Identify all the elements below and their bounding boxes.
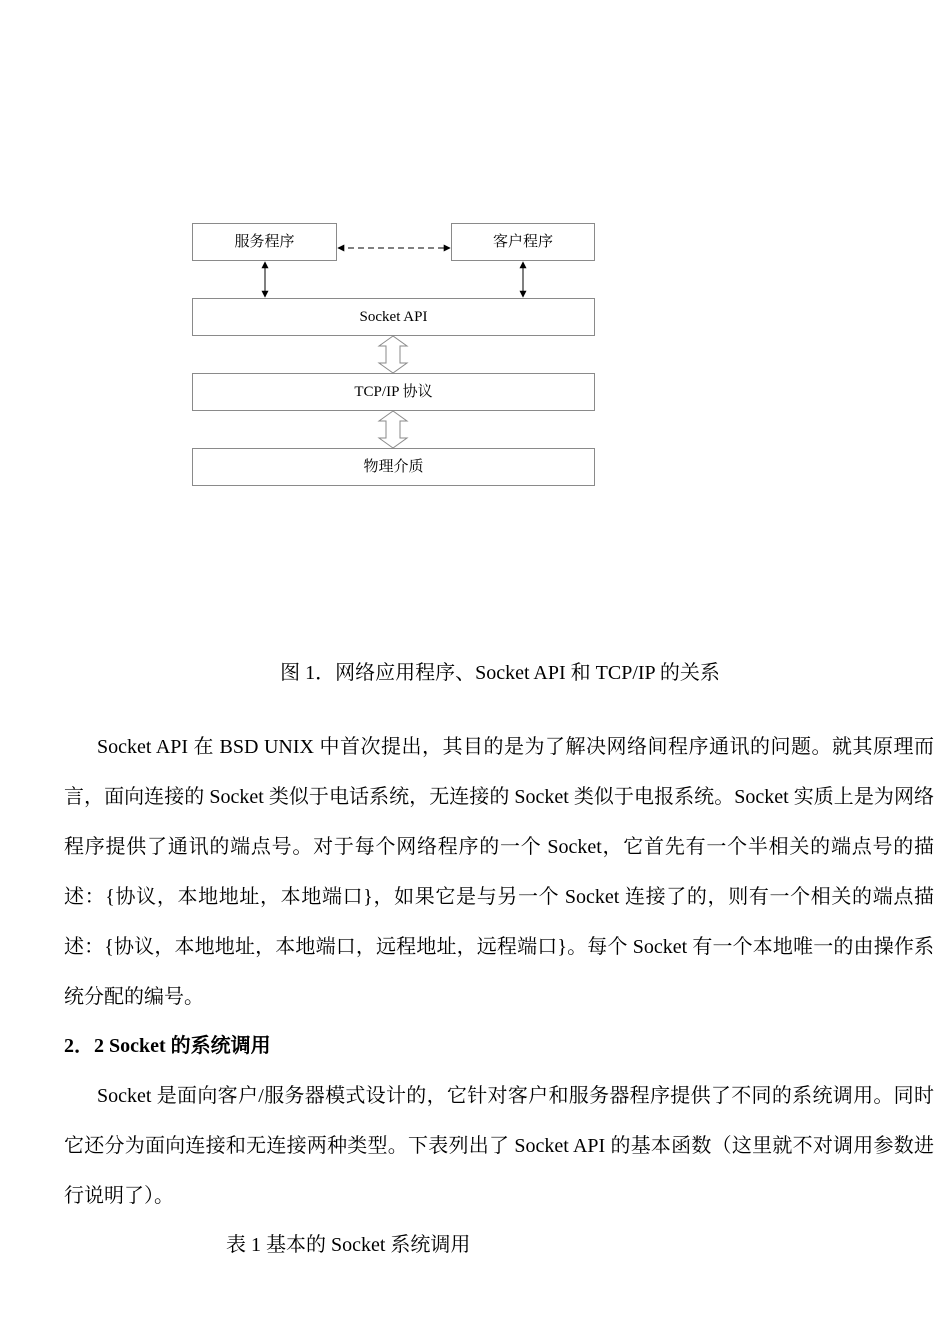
figure-caption: 图 1．网络应用程序、Socket API 和 TCP/IP 的关系 xyxy=(280,662,720,684)
physical-medium-box: 物理介质 xyxy=(192,448,595,486)
client-program-box: 客户程序 xyxy=(451,223,595,261)
server-program-box: 服务程序 xyxy=(192,223,337,261)
table-caption: 表 1 基本的 Socket 系统调用 xyxy=(226,1234,471,1256)
tcpip-protocol-box: TCP/IP 协议 xyxy=(192,373,595,411)
socket-tcpip-hollow-arrow xyxy=(379,336,407,373)
architecture-diagram xyxy=(0,0,950,520)
section-heading: 2．2 Socket 的系统调用 xyxy=(64,1035,271,1057)
body-paragraph-2: Socket 是面向客户/服务器模式设计的，它针对客户和服务器程序提供了不同的系统调用。同时它还分为面向连接和无连接两种类型。下表列出了 Socket API 的基本函数（这里就不对调用参数进行说明了）。 xyxy=(64,1085,934,1207)
tcpip-physical-hollow-arrow xyxy=(379,411,407,448)
body-paragraph-1: Socket API 在 BSD UNIX 中首次提出，其目的是为了解决网络间程序通讯的问题。就其原理而言，面向连接的 Socket 类似于电话系统，无连接的 Socket 类似于电报系统。Socket 实质上是为网络程序提供了通讯的端点号。对于每个网络程序的一个 Socket，它首先有一个半相关的端点号的描述：{协议，本地地址，本地端口}，如果它是与另一个 Socket 连接了的，则有一个相关的端点描述：{协议，本地地址，本地端口，远程地址，远程端口}。每个 Socket 有一个本地唯一的由操作系统分配的编号。 xyxy=(64,736,934,1008)
socket-api-box: Socket API xyxy=(192,298,595,336)
